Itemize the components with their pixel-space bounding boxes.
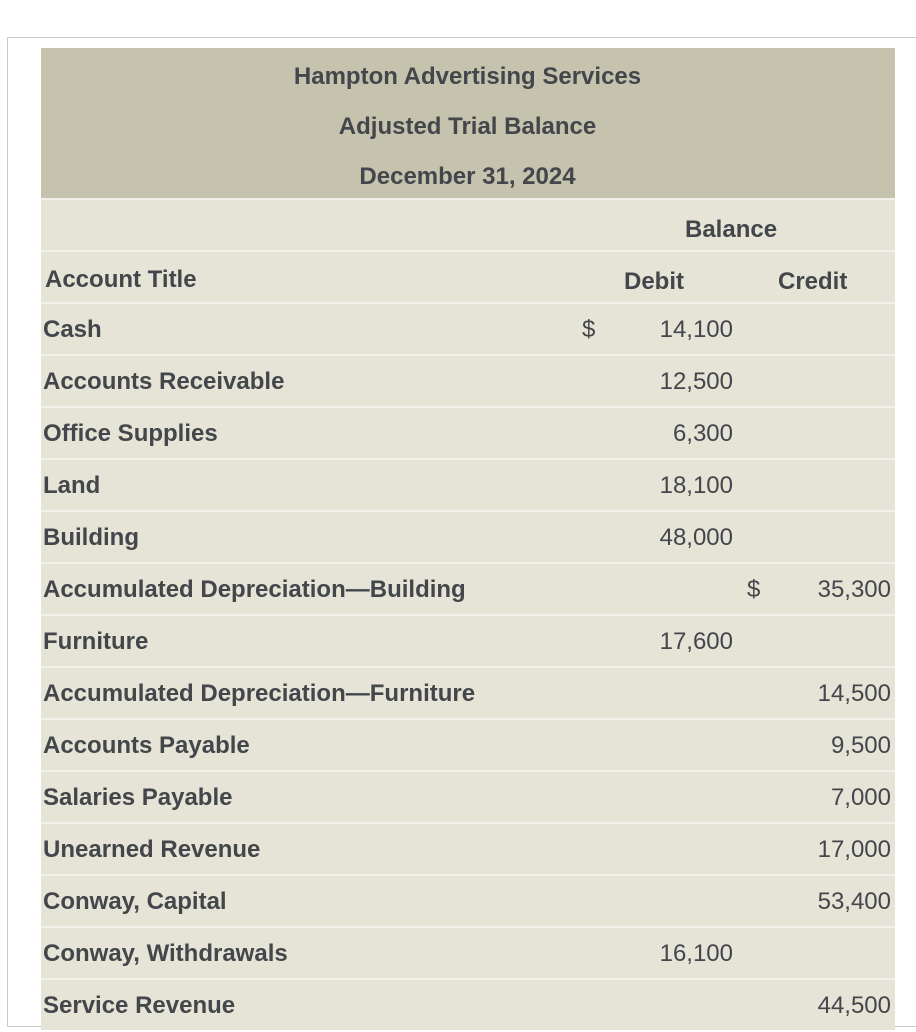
account-title: Building: [43, 524, 139, 551]
report-title: Adjusted Trial Balance: [338, 113, 597, 140]
table-row: [41, 614, 895, 666]
account-title: Accumulated Depreciation—Building: [43, 576, 466, 603]
credit-amount: 44,500: [817, 992, 891, 1019]
debit-amount: 18,100: [659, 472, 733, 499]
account-title: Cash: [43, 316, 102, 343]
credit-amount: 14,500: [817, 680, 891, 707]
account-title: Unearned Revenue: [43, 836, 261, 863]
debit-amount: 16,100: [659, 940, 733, 967]
credit-amount: 7,000: [830, 784, 891, 811]
table-row: [41, 718, 895, 770]
credit-currency-symbol: $: [747, 576, 761, 603]
balance-heading: Balance: [685, 216, 778, 243]
column-header-row: [41, 250, 895, 302]
debit-currency-symbol: $: [582, 316, 596, 343]
account-title: Accounts Payable: [43, 732, 250, 759]
credit-amount: 53,400: [817, 888, 891, 915]
company-name: Hampton Advertising Services: [293, 63, 642, 90]
account-title: Service Revenue: [43, 992, 236, 1019]
debit-amount: 17,600: [659, 628, 733, 655]
credit-heading: Credit: [778, 268, 848, 295]
credit-amount: 35,300: [817, 576, 891, 603]
table-row: [41, 978, 895, 1030]
account-title: Furniture: [43, 628, 149, 655]
table-row: [41, 874, 895, 926]
debit-amount: 48,000: [659, 524, 733, 551]
account-title: Conway, Capital: [43, 888, 227, 915]
table-row: [41, 458, 895, 510]
account-title: Accumulated Depreciation—Furniture: [43, 680, 476, 707]
trial-balance-table: [41, 48, 895, 1030]
table-row: [41, 302, 895, 354]
table-row: [41, 666, 895, 718]
table-row: [41, 406, 895, 458]
table-row: [41, 562, 895, 614]
account-title: Accounts Receivable: [43, 368, 285, 395]
account-title: Salaries Payable: [43, 784, 233, 811]
table-row: [41, 770, 895, 822]
balance-header-row: [41, 198, 895, 250]
debit-amount: 12,500: [659, 368, 733, 395]
account-title: Land: [43, 472, 101, 499]
account-title: Conway, Withdrawals: [43, 940, 288, 967]
debit-heading: Debit: [624, 268, 684, 295]
debit-amount: 14,100: [659, 316, 733, 343]
account-title-heading: Account Title: [45, 266, 197, 293]
credit-amount: 17,000: [817, 836, 891, 863]
account-rows: [41, 302, 895, 1030]
debit-amount: 6,300: [672, 420, 733, 447]
report-date: December 31, 2024: [359, 163, 576, 190]
table-row: [41, 822, 895, 874]
table-row: [41, 510, 895, 562]
account-title: Office Supplies: [43, 420, 218, 447]
report-header: [41, 48, 895, 198]
table-row: [41, 926, 895, 978]
table-row: [41, 354, 895, 406]
credit-amount: 9,500: [830, 732, 891, 759]
